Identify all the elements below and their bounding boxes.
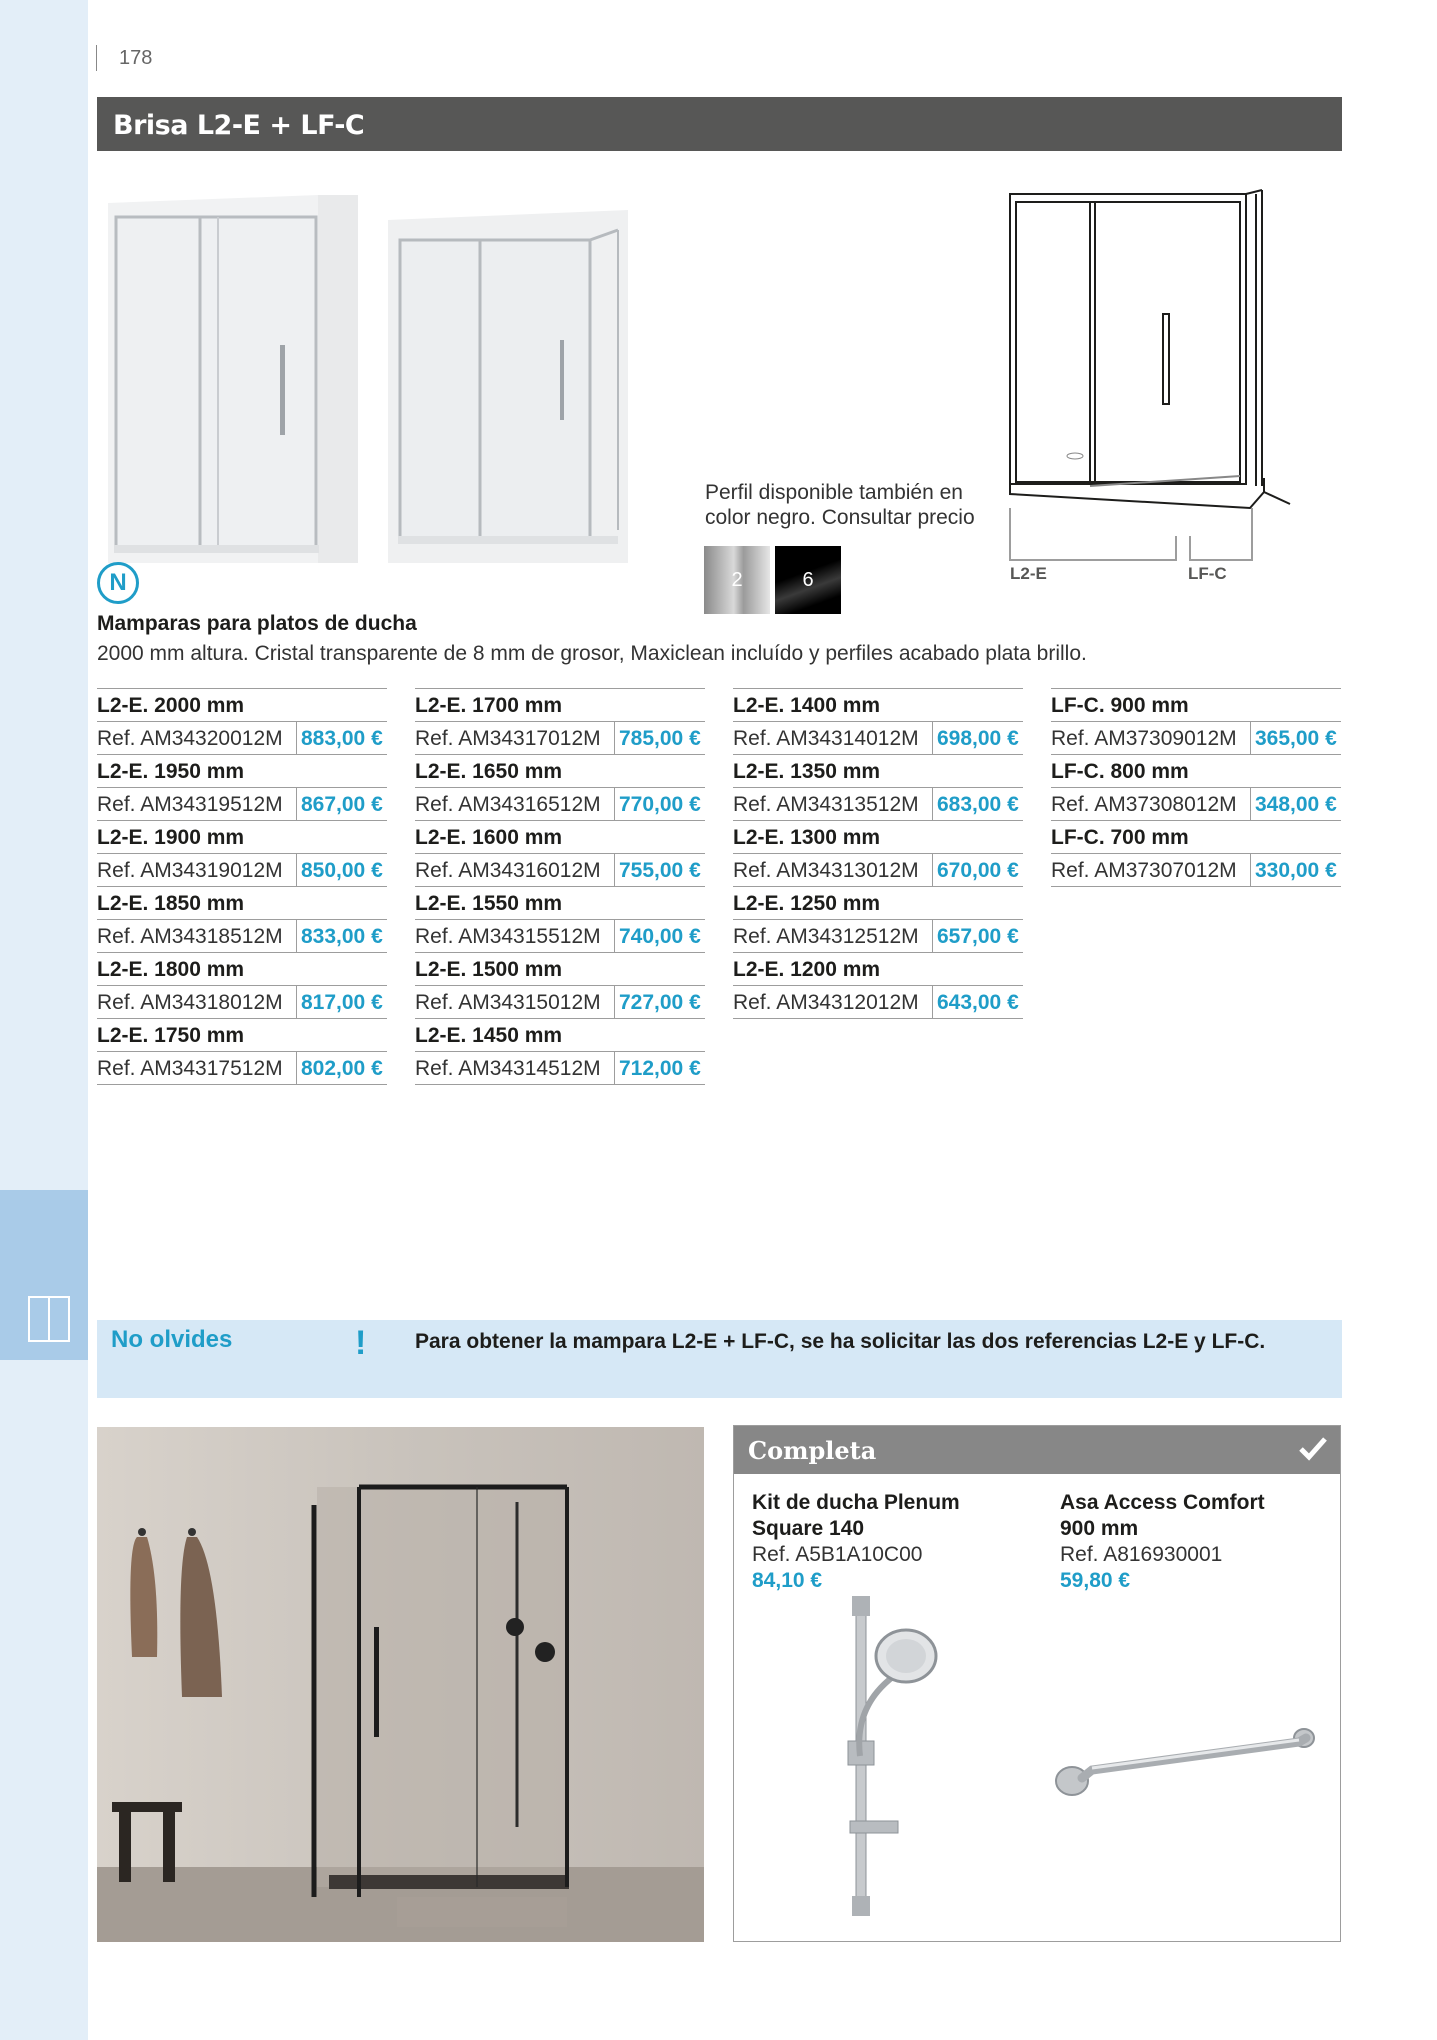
item-ref: Ref. AM34313012M: [733, 854, 933, 886]
item-price: 657,00 €: [937, 925, 1019, 948]
shower-screen-photo-front: [108, 195, 358, 563]
item-name: L2-E. 1600 mm: [415, 826, 563, 849]
item-ref: Ref. AM34315012M: [415, 986, 615, 1018]
price-item: [97, 953, 387, 1019]
complete-accessories-box: [733, 1425, 1341, 1942]
page-number: 178: [96, 45, 152, 71]
item-name: L2-E. 1950 mm: [97, 760, 245, 783]
price-item: [415, 755, 705, 821]
item-name: L2-E. 1400 mm: [733, 694, 881, 717]
item-ref: Ref. AM34317512M: [97, 1052, 297, 1084]
bathroom-photo: [97, 1427, 704, 1942]
item-name: L2-E. 1550 mm: [415, 892, 563, 915]
item-price: 698,00 €: [937, 727, 1019, 750]
diagram-label-lfc: LF-C: [1188, 564, 1227, 583]
price-item: [733, 953, 1023, 1019]
item-price: 850,00 €: [301, 859, 383, 882]
item-price: 683,00 €: [937, 793, 1019, 816]
item-ref: Ref. AM34319512M: [97, 788, 297, 820]
grab-bar-image: [1054, 1726, 1324, 1806]
item-name: LF-C. 900 mm: [1051, 694, 1189, 717]
checkmark-icon: [1298, 1434, 1328, 1464]
shower-screen-photo-angle: [388, 210, 638, 563]
reminder-text: Para obtener la mampara L2-E + LF-C, se ha solicitar las dos referencias L2-E y LF-C.: [415, 1330, 1266, 1353]
item-ref: Ref. AM34316512M: [415, 788, 615, 820]
price-item: [733, 821, 1023, 887]
item-price: 817,00 €: [301, 991, 383, 1014]
side-strip: [0, 0, 88, 2040]
item-name: L2-E. 1800 mm: [97, 958, 245, 981]
item-price: 330,00 €: [1255, 859, 1337, 882]
item-price: 770,00 €: [619, 793, 701, 816]
price-column-2: [415, 688, 705, 1085]
finish-swatch-black[interactable]: 6: [775, 546, 841, 614]
accessory-name: Kit de ducha Plenum Square 140: [752, 1491, 960, 1540]
item-price: 802,00 €: [301, 1057, 383, 1080]
item-price: 867,00 €: [301, 793, 383, 816]
price-item: [97, 755, 387, 821]
item-ref: Ref. AM34317012M: [415, 722, 615, 754]
finish-swatch-silver[interactable]: 2: [704, 546, 770, 614]
accessory-ref: Ref. A5B1A10C00: [752, 1543, 923, 1566]
item-price: 727,00 €: [619, 991, 701, 1014]
item-name: L2-E. 1700 mm: [415, 694, 563, 717]
item-price: 883,00 €: [301, 727, 383, 750]
item-name: L2-E. 1450 mm: [415, 1024, 563, 1047]
item-name: LF-C. 700 mm: [1051, 826, 1189, 849]
price-item: [415, 887, 705, 953]
price-column-1: [97, 688, 387, 1085]
shower-kit-image: [834, 1596, 944, 1916]
page-title: Brisa L2-E + LF-C: [113, 110, 365, 141]
item-price: 755,00 €: [619, 859, 701, 882]
item-price: 712,00 €: [619, 1057, 701, 1080]
price-item: [97, 1019, 387, 1085]
price-item: [415, 953, 705, 1019]
item-name: L2-E. 1500 mm: [415, 958, 563, 981]
price-item: [1051, 755, 1341, 821]
accessory-ref: Ref. A816930001: [1060, 1543, 1223, 1566]
item-name: LF-C. 800 mm: [1051, 760, 1189, 783]
item-ref: Ref. AM34314012M: [733, 722, 933, 754]
item-ref: Ref. AM34312012M: [733, 986, 933, 1018]
price-column-3: [733, 688, 1023, 1019]
price-item: [1051, 688, 1341, 755]
item-ref: Ref. AM34313512M: [733, 788, 933, 820]
complete-header: [734, 1426, 1340, 1474]
item-price: 643,00 €: [937, 991, 1019, 1014]
price-item: [733, 887, 1023, 953]
shower-enclosure-diagram: [1000, 186, 1300, 588]
item-ref: Ref. AM34318012M: [97, 986, 297, 1018]
item-ref: Ref. AM34314512M: [415, 1052, 615, 1084]
item-ref: Ref. AM37309012M: [1051, 722, 1251, 754]
item-name: L2-E. 1650 mm: [415, 760, 563, 783]
item-price: 365,00 €: [1255, 727, 1337, 750]
accessory-name: Asa Access Comfort 900 mm: [1060, 1491, 1265, 1540]
item-price: 785,00 €: [619, 727, 701, 750]
item-name: L2-E. 1350 mm: [733, 760, 881, 783]
price-item: [97, 887, 387, 953]
item-price: 670,00 €: [937, 859, 1019, 882]
price-item: [415, 688, 705, 755]
price-item: [97, 688, 387, 755]
item-price: 348,00 €: [1255, 793, 1337, 816]
price-item: [733, 688, 1023, 755]
profile-note: Perfil disponible también en color negro. Consultar precio: [705, 481, 975, 529]
item-ref: Ref. AM34319012M: [97, 854, 297, 886]
complete-title: Completa: [748, 1436, 877, 1465]
diagram-label-l2e: L2-E: [1010, 564, 1047, 583]
reminder-title: No olvides: [111, 1326, 233, 1353]
item-name: L2-E. 1900 mm: [97, 826, 245, 849]
shower-section-icon: [28, 1296, 70, 1342]
item-ref: Ref. AM37307012M: [1051, 854, 1251, 886]
item-name: L2-E. 1200 mm: [733, 958, 881, 981]
exclamation-icon: !: [355, 1324, 367, 1362]
price-item: [1051, 821, 1341, 887]
item-name: L2-E. 2000 mm: [97, 694, 245, 717]
accessory-grab-bar[interactable]: [1060, 1490, 1300, 1594]
item-name: L2-E. 1300 mm: [733, 826, 881, 849]
reminder-box: [97, 1320, 1342, 1398]
title-bar: [97, 97, 1342, 151]
item-ref: Ref. AM34312512M: [733, 920, 933, 952]
item-name: L2-E. 1250 mm: [733, 892, 881, 915]
accessory-price: 59,80 €: [1060, 1569, 1131, 1592]
accessory-price: 84,10 €: [752, 1569, 823, 1592]
price-item: [733, 755, 1023, 821]
price-column-4: [1051, 688, 1341, 887]
accessory-shower-kit[interactable]: [752, 1490, 992, 1594]
new-badge: N: [97, 562, 139, 604]
item-ref: Ref. AM34320012M: [97, 722, 297, 754]
intro-title: Mamparas para platos de ducha: [97, 612, 417, 635]
price-item: [415, 821, 705, 887]
price-item: [415, 1019, 705, 1085]
item-ref: Ref. AM34318512M: [97, 920, 297, 952]
item-ref: Ref. AM34315512M: [415, 920, 615, 952]
intro-description: 2000 mm altura. Cristal transparente de 8 mm de grosor, Maxiclean incluído y perfiles acabado plata brillo.: [97, 642, 1087, 665]
item-name: L2-E. 1850 mm: [97, 892, 245, 915]
price-item: [97, 821, 387, 887]
item-name: L2-E. 1750 mm: [97, 1024, 245, 1047]
item-ref: Ref. AM34316012M: [415, 854, 615, 886]
item-price: 740,00 €: [619, 925, 701, 948]
item-ref: Ref. AM37308012M: [1051, 788, 1251, 820]
item-price: 833,00 €: [301, 925, 383, 948]
